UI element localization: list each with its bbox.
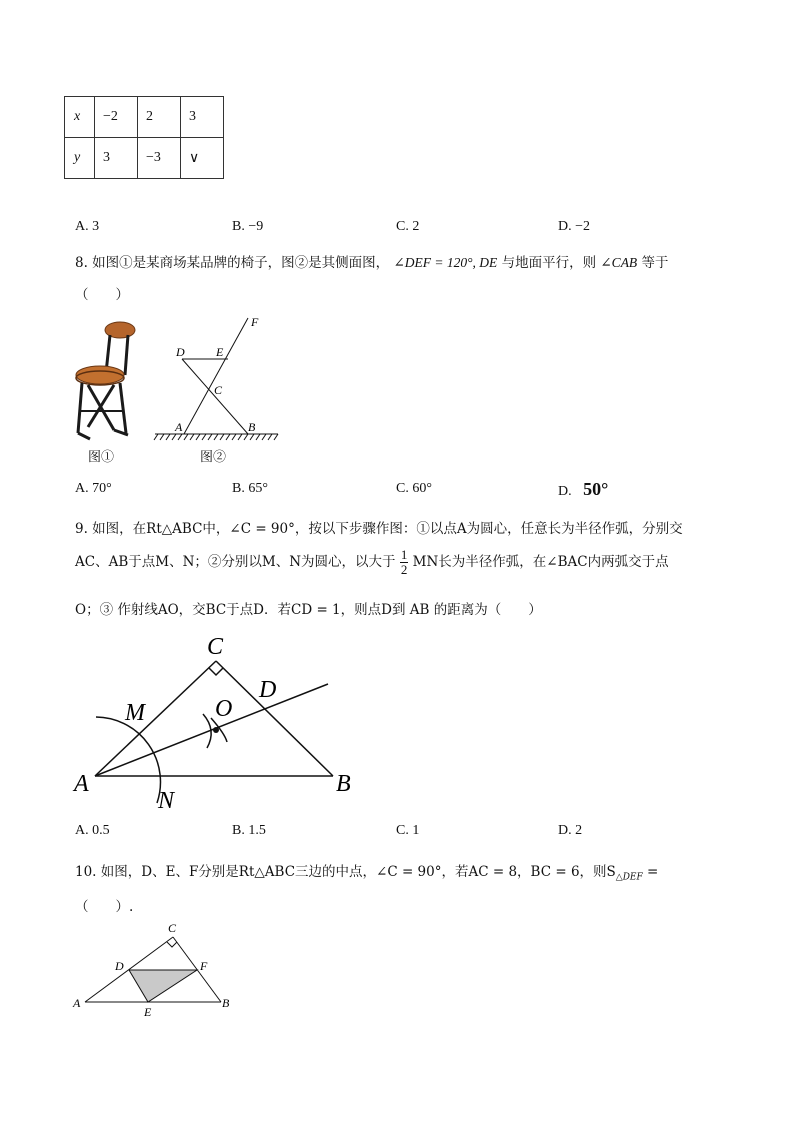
chair-figure bbox=[70, 315, 140, 445]
q8-option-d[interactable] bbox=[558, 479, 608, 500]
right-angle-mark bbox=[167, 942, 177, 947]
q8-option-a[interactable]: A. 70° bbox=[75, 481, 112, 496]
label-b: B bbox=[222, 996, 230, 1010]
table-cell: −2 bbox=[95, 97, 138, 138]
label-n: N bbox=[158, 788, 175, 814]
table-cell: 2 bbox=[138, 97, 181, 138]
q7-option-c[interactable]: C. 2 bbox=[396, 219, 420, 234]
q9-stem-line2 bbox=[75, 548, 669, 577]
q9-text: MN长为半径作弧，在∠BAC内两弧交于点 bbox=[412, 554, 669, 570]
q8-option-b[interactable]: B. 65° bbox=[232, 481, 268, 496]
q8-text: 与地面平行，则 bbox=[501, 255, 597, 271]
label-c: C bbox=[168, 921, 177, 935]
label-f: F bbox=[251, 315, 259, 329]
label-a: A bbox=[73, 996, 81, 1010]
q8-angle-cab: ∠CAB bbox=[600, 255, 638, 270]
label-e: E bbox=[216, 345, 224, 359]
q10-text: = bbox=[642, 864, 659, 880]
q8-option-c[interactable]: C. 60° bbox=[396, 481, 432, 496]
label-a: A bbox=[175, 420, 183, 434]
q10-subscript: △DEF bbox=[615, 872, 643, 883]
side-view-figure bbox=[150, 312, 285, 442]
label-o: O bbox=[215, 696, 233, 722]
right-angle-mark bbox=[209, 668, 223, 675]
q8-text: 8. 如图①是某商场某品牌的椅子，图②是其侧面图， bbox=[75, 255, 390, 271]
q10-text: 10. 如图，D、E、F分别是Rt△ABC三边的中点，∠C = 90°，若AC = 8，BC = 6，则S bbox=[75, 864, 616, 880]
ground-hatching bbox=[154, 434, 278, 440]
label-b: B bbox=[336, 771, 351, 797]
label-b: B bbox=[248, 420, 256, 434]
fraction-half bbox=[400, 548, 409, 577]
fig1-caption: 图① bbox=[88, 450, 115, 465]
table-row bbox=[65, 138, 224, 179]
q9-stem-line3: O；③ 作射线AO，交BC于点D．若CD = 1，则点D到 AB 的距离为（ ） bbox=[75, 602, 542, 618]
q7-option-d[interactable]: D. −2 bbox=[558, 219, 591, 234]
arc-mn bbox=[96, 717, 160, 803]
table-cell: −3 bbox=[138, 138, 181, 179]
table-cell: ∨ bbox=[181, 138, 224, 179]
table-row bbox=[65, 97, 224, 138]
fraction-numerator: 1 bbox=[400, 547, 408, 562]
label-e: E bbox=[144, 1005, 152, 1019]
q8-option-d-prefix: D. bbox=[558, 484, 572, 499]
fraction-denominator: 2 bbox=[400, 562, 408, 577]
label-d: D bbox=[176, 345, 185, 359]
segment-af bbox=[184, 318, 248, 434]
q9-text: AC、AB于点M、N；②分别以M、N为圆心，以大于 bbox=[75, 554, 396, 570]
label-c: C bbox=[214, 383, 223, 397]
q8-angle-def: ∠DEF = 120°, DE bbox=[393, 255, 498, 270]
midpoint-figure bbox=[65, 918, 245, 1023]
q9-option-b[interactable]: B. 1.5 bbox=[232, 823, 266, 838]
label-d: D bbox=[115, 959, 124, 973]
table-cell: x bbox=[65, 97, 95, 138]
q7-option-b[interactable]: B. −9 bbox=[232, 219, 264, 234]
q10-stem-line1 bbox=[75, 860, 658, 883]
xy-value-table bbox=[64, 96, 224, 179]
point-o bbox=[213, 727, 219, 733]
label-d: D bbox=[259, 677, 277, 703]
q8-option-d-value: 50° bbox=[583, 479, 609, 499]
table-cell: 3 bbox=[181, 97, 224, 138]
q9-option-d[interactable]: D. 2 bbox=[558, 823, 583, 838]
table-cell: y bbox=[65, 138, 95, 179]
q8-stem-line2: （ ） bbox=[75, 287, 129, 303]
bisector-figure bbox=[70, 630, 370, 815]
label-c: C bbox=[207, 634, 224, 660]
q9-stem-line1: 9. 如图，在Rt△ABC中，∠C = 90°，按以下步骤作图：①以点A为圆心，任意长为半径作弧，分别交 bbox=[75, 521, 683, 537]
fig2-caption: 图② bbox=[200, 450, 227, 465]
q9-option-c[interactable]: C. 1 bbox=[396, 823, 420, 838]
label-f: F bbox=[200, 959, 208, 973]
chair-icon bbox=[76, 322, 135, 439]
label-m: M bbox=[125, 700, 145, 726]
triangle-def-shaded bbox=[129, 970, 197, 1002]
q7-option-a[interactable]: A. 3 bbox=[75, 219, 100, 234]
q8-text: 等于 bbox=[641, 255, 669, 271]
label-a: A bbox=[74, 771, 89, 797]
q9-option-a[interactable]: A. 0.5 bbox=[75, 823, 110, 838]
q8-stem-line1 bbox=[75, 251, 668, 271]
q10-stem-line2: （ ）. bbox=[75, 899, 134, 915]
table-cell: 3 bbox=[95, 138, 138, 179]
